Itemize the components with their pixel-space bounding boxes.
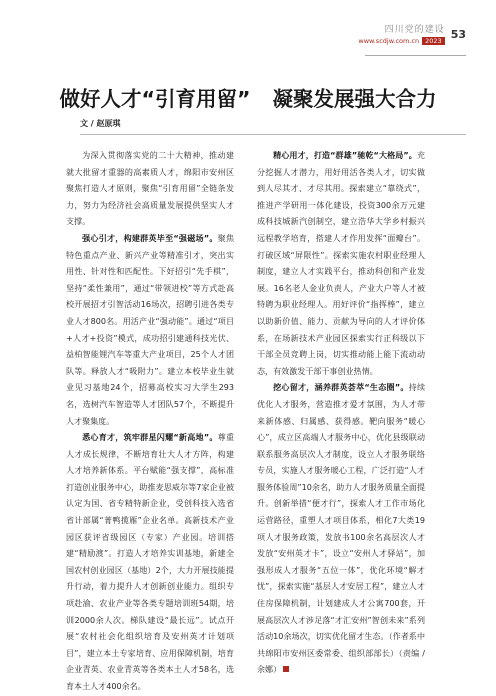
right-column	[257, 148, 425, 679]
paragraph-attract-talent	[66, 231, 234, 430]
section-body-cultivate: 尊重人才成长规律，不断培育壮大人才方阵，构建人才培养新体系。平台赋能“强支撑”，高标准打造创业服务中心，助推麦思威尔等7家企业被认定为国、省专精特新企业，受创科技入选省省计部属“菁鸭揽雁”企业名单。高新技术产业园区获评省级园区（专家）产业园。培训搭建“精励渡”。打造人才培养实训基地，新建全国农村创业园区（基地）2个，大力开展技能提升行动，着力提升人才创新创业能力。组织专项赴渝、农业产业等各类专题培训班54期，培训2000余人次。梯队建设“最长远”。试点开展“农村社会化组织培育及安州英才计划项目”，建立本土专家培育、应用保障机制，培育企业青英、农业青英等各类本土人才58名，选育本土人才400余名。	[66, 433, 235, 691]
title-rule	[80, 134, 466, 135]
magazine-url: www.scdjw.com.cn	[358, 37, 420, 45]
paragraph-cultivate-talent	[66, 430, 234, 696]
title-part-1: 做好人才“引育用留”	[59, 87, 251, 111]
section-body-attract: 聚焦特色重点产业、新兴产业等精准引才，突出实用性、针对性和匹配性。下好招引“先手棋”，坚持“柔性兼用”，通过“带领进校”等方式赴高校开展招才引智活动16场次，招聘引进各类专业人才800名。用活产业“强动能”。通过“项目+人才+投资”模式，成功招引建通科技光伏、益柏智能锂汽车等重大产业项目，25个人才团队等。释放人才“吸附力”。建立本校毕业生就业见习基地24个，招募高校实习大学生293名，选树汽车智造等人才团队57个，不断提升人才聚集度。	[66, 233, 235, 426]
page-header	[358, 25, 466, 45]
article-title	[0, 82, 496, 112]
section-heading-use: 精心用才，打造“群雄”驰乾“大格局”。	[273, 151, 417, 160]
author-byline: 文 / 赵原琪	[80, 119, 121, 128]
page-number: 53	[450, 28, 466, 41]
author-note: （作者系中共绵阳市安州区委常委、组织部部长）	[257, 632, 425, 658]
header-rule	[365, 55, 466, 56]
editor-note: （责编 / 余娜）	[257, 648, 426, 675]
end-mark-icon	[283, 666, 289, 672]
paragraph-intro: 为深入贯彻落实党的二十大精神，推动建就大批留才重器的高素质人才，绵阳市安州区聚焦打造人才原则，聚焦“引育用留”全链条发力，努力为经济社会高质量发展提供坚实人才支撑。	[66, 151, 234, 227]
section-body-retain: 持续优化人才服务，营造推才爱才氛围，为人才带来新体感、归属感、获得感。靶向服务“暖心心”，成立区高端人才服务中心，优化县级联动联系服务高层次人才制度，设立人才服务联络专员，实施人才服务暖心工程，广泛打造“人才服务体验周”10余名，助力人才服务质量全面提升。创新举措“便才行”，探索人才工作市场化运营路径，重塑人才项目体系，相化7大类19项人才服务政策，发放书100余名高层次人才发放“安州英才卡”，设立“安州人才驿站”，加强形成人才服务“五位一体”，优化环境“解才忧”，探索实施“基层人才安居工程”，建立人才住房保障机制，计划建成人才公寓700套，开展高层次人才涉足落“才汇安州”智创未来”系列活动10余场次，切实优化留才生态。	[257, 383, 426, 642]
section-heading-attract: 强心引才，构建群英毕至“强磁场”。	[82, 233, 218, 243]
magazine-name: 四川党的建设	[384, 25, 445, 35]
issue-badge: 2023	[422, 37, 445, 45]
title-part-2: 凝聚发展强大合力	[272, 87, 437, 111]
paragraph-retain-talent	[257, 380, 425, 679]
left-column	[66, 148, 234, 696]
section-heading-retain: 挖心留才，涵养群英荟萃“生态圈”。	[273, 383, 409, 393]
section-heading-cultivate: 悉心育才，筑牢群星闪耀“新高地”。	[82, 433, 218, 443]
section-body-use: 充分挖掘人才潜力，用好用活各类人才，切实做到人尽其才、才尽其用。探索建立“靠绕式”，推进产学研用一体化建设，投资300余万元建成科技城新汽创制空，建立浩华大学乡村振兴远程教学培育，搭建人才作用发挥“面瓣台”。打破区域“屏限性”。探索实施农村职业经理人制度，建立人才实践平台，推动科创和产业发展。16名老人金业负责人，产业大户等人才被特聘为职业经理人。用好评价“指挥棒”，建立以助新价值、能力、贡献为导向的人才评价体系，在场新技术产业园区探索实行正科级以下干部全员竞聘上岗，切实推动能上能下流动动态，有效激发干部干事创业热情。	[257, 151, 425, 376]
paragraph-use-talent	[257, 148, 425, 380]
